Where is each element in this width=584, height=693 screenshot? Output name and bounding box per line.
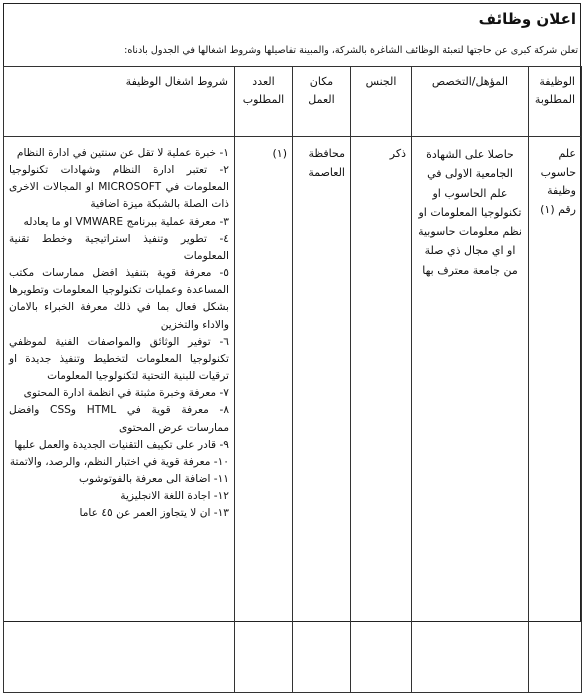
list-item: ٩- قادر على تكييف التقنيات الجديدة والعمل عليها	[14, 438, 229, 451]
cell-count: (١)	[235, 137, 293, 693]
list-item: ١- خبرة عملية لا تقل عن سنتين في ادارة النظام	[16, 147, 229, 159]
list-item: ١١- اضافة الى معرفة بالفوتوشوب	[79, 472, 229, 485]
cell-conditions	[4, 137, 235, 693]
list-item: ٢- تعتبر ادارة النظام وشهادات تكنولوجيا المعلومات في MICROSOFT او المجالات الاخرى ذات الصلة بالشبكة ميزة اضافية	[9, 164, 229, 211]
qualification-text: حاصلا على الشهادة الجامعية الاولى في علم الحاسوب او تكنولوجيا المعلومات او نظم معلومات حاسوبية او اي مجال ذي صلة من جامعة معترف بها	[418, 148, 522, 277]
cell-job: علم حاسوب وظيفة رقم (١)	[529, 137, 582, 693]
header-gender: الجنس	[351, 67, 412, 137]
table-header-row	[4, 67, 582, 137]
header-location: مكان العمل	[293, 67, 351, 137]
list-item: ٣- معرفة عملية ببرنامج VMWARE او ما يعادله	[23, 215, 229, 228]
list-item: ٤- تطوير وتنفيذ استراتيجية وخطط تقنية المعلومات	[9, 232, 229, 262]
intro-paragraph: تعلن شركة كبرى عن حاجتها لتعبئة الوظائف الشاغرة بالشركة، والمبينة تفاصيلها وشروط اشغالها في الجدول بادناه:	[124, 45, 578, 56]
header-qualification: المؤهل/التخصص	[412, 67, 529, 137]
list-item: ١٠- معرفة قوية في اختبار النظم، والرصد، والاتمتة	[9, 455, 229, 468]
conditions-list	[9, 145, 229, 522]
cell-location: محافظة العاصمة	[293, 137, 351, 693]
list-item: ٧- معرفة وخبرة مثبتة في انظمة ادارة المحتوى	[23, 387, 229, 400]
cell-gender: ذكر	[351, 137, 412, 693]
jobs-table	[3, 66, 582, 693]
header-job: الوظيفة المطلوبة	[529, 67, 582, 137]
table-row	[4, 137, 582, 693]
cell-qualification	[412, 137, 529, 693]
header-conditions: شروط اشغال الوظيفة	[4, 67, 235, 137]
list-item: ١٣- ان لا يتجاوز العمر عن ٤٥ عاما	[79, 507, 229, 520]
page-title: اعلان وظائف	[478, 10, 576, 28]
list-item: ٦- توفير الوثائق والمواصفات الفنية لموظفي تكنولوجيا المعلومات لتخطيط وتنفيذ جديدة او ترقيات للبنية التحتية لتكنولوجيا المعلومات	[9, 335, 229, 383]
header-count: العدد المطلوب	[235, 67, 293, 137]
list-item: ٨- معرفة قوية في HTML وCSS وافضل ممارسات عرض المحتوى	[9, 404, 230, 434]
list-item: ١٢- اجادة اللغة الانجليزية	[120, 490, 229, 503]
list-item: ٥- معرفة قوية بتنفيذ افضل ممارسات مكتب المساعدة وعمليات تكنولوجيا المعلومات وتطويرها بشكل فعال بما في ذلك معرفة الخبراء بالامان والاداء والتخزين	[9, 267, 229, 331]
